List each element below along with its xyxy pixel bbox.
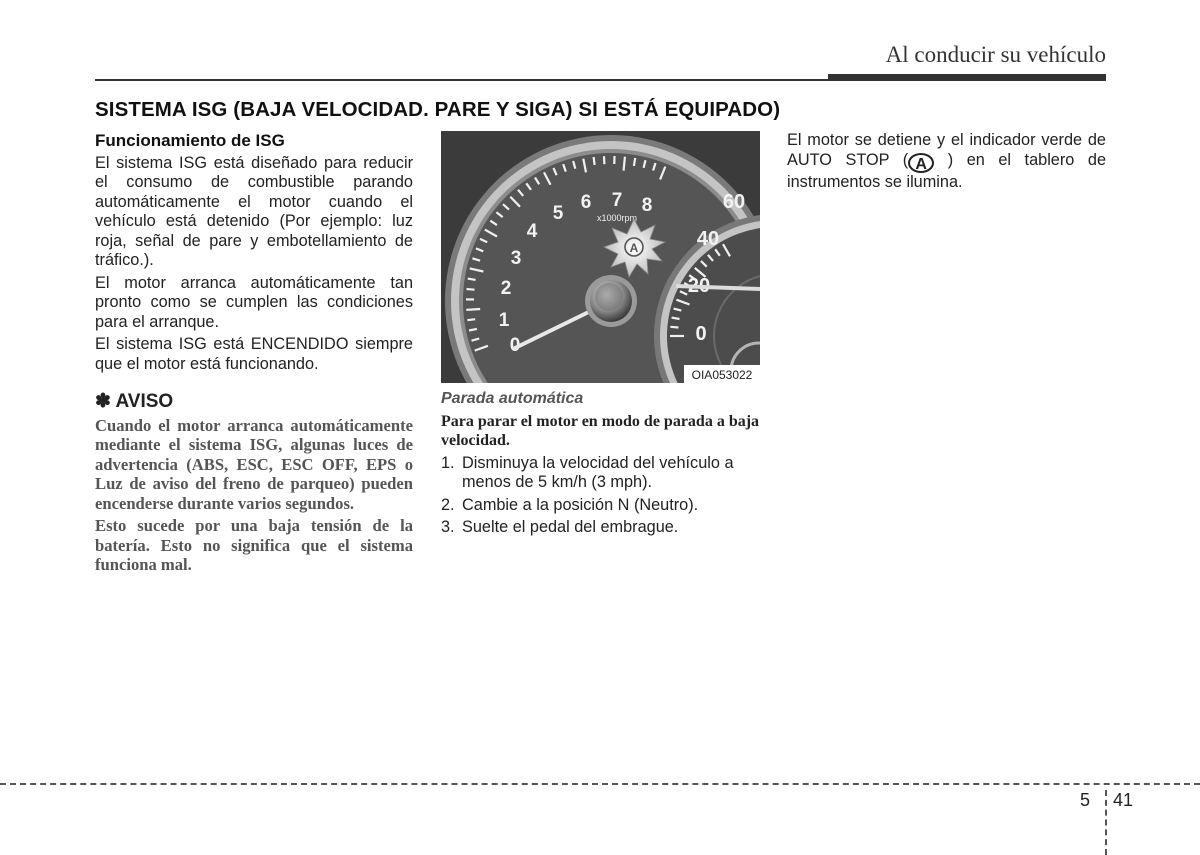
step-number: 3. [441,518,455,536]
subheading: Funcionamiento de ISG [95,131,285,150]
step-text: Disminuya la velocidad del vehículo a menos de 5 km/h (3 mph). [462,453,734,491]
tach-label: 6 [580,192,592,213]
gauge-tick [466,309,480,310]
list-item [441,454,761,493]
gauge-tick [634,158,635,166]
list-item [441,496,761,516]
list-item [441,518,761,538]
header-rule-accent [828,74,1106,80]
chapter-number: 5 [1080,790,1091,810]
paragraph-text: ) en el tablero de instrumentos se ilumina. [787,150,1106,191]
middle-column [441,389,761,541]
gauge-tick [469,329,477,331]
tach-label: 0 [509,335,521,356]
speed-label: 0 [695,323,707,345]
figure-code: OIA053022 [691,368,753,382]
left-column [95,131,413,578]
auto-stop-paragraph [787,131,1106,192]
notice-paragraph: Cuando el motor arranca automáticamente mediante el sistema ISG, algunas luces de advertencia (ABS, ESC, ESC OFF, EPS o Luz de aviso del freno de parqueo) pueden encenderse durante varios segundos. [95,415,413,513]
paragraph-text: El motor se detiene y el indicador verde de AUTO STOP ( [787,131,1106,169]
gauge-tick [467,289,475,290]
speed-label: 60 [722,191,746,213]
tach-label: 1 [498,310,510,331]
page-number-separator [1105,790,1107,855]
tach-unit: x1000rpm [596,213,638,223]
notice-title [95,392,413,412]
paragraph: El sistema ISG está diseñado para reducir el consumo de combustible parando automáticamente el motor cuando el vehículo está detenido (Por ejemplo: luz roja, señal de pare y embotellamiento de tráfico.). [95,153,413,269]
tach-label: 7 [611,190,623,211]
notice-symbol: ✽ [95,391,111,412]
notice-title-text: AVISO [115,391,174,412]
chapter-title: Al conducir su vehículo [885,42,1106,67]
gauge-tick [467,319,475,320]
gauge-tick [670,327,678,328]
step-number: 1. [441,453,455,472]
instrument-cluster-figure [441,131,760,383]
footer-rule [0,783,1200,785]
tach-label: 2 [500,278,512,299]
auto-stop-icon: A [908,153,934,173]
step-text: Suelte el pedal del embrague. [462,518,679,536]
gauge-tick [624,157,625,171]
gauge-tick [594,157,595,165]
tach-label: 5 [552,203,564,224]
steps-intro: Para parar el motor en modo de parada a baja velocidad. [441,412,760,449]
section-title: SISTEMA ISG (BAJA VELOCIDAD. PARE Y SIGA) SI ESTÁ EQUIPADO) [95,98,781,121]
gauge-tick [468,279,476,280]
paragraph: El motor arranca automáticamente tan pronto como se cumplen las condiciones para el arranque. [95,273,413,331]
tach-label: 4 [526,221,538,242]
figure-caption: Parada automática [441,390,584,407]
step-number: 2. [441,495,455,514]
gauge-tick [672,318,680,319]
tach-label: 3 [510,248,522,269]
speed-label: 40 [696,228,720,250]
auto-stop-indicator-letter: A [629,241,639,255]
right-column [787,131,1106,195]
tach-label: 8 [641,195,653,216]
paragraph: El sistema ISG está ENCENDIDO siempre que el motor está funcionando. [95,335,413,373]
step-text: Cambie a la posición N (Neutro). [462,495,699,514]
page-number: 41 [1113,790,1134,810]
notice-paragraph: Esto sucede por una baja tensión de la batería. Esto no significa que el sistema funciona mal. [95,516,413,574]
